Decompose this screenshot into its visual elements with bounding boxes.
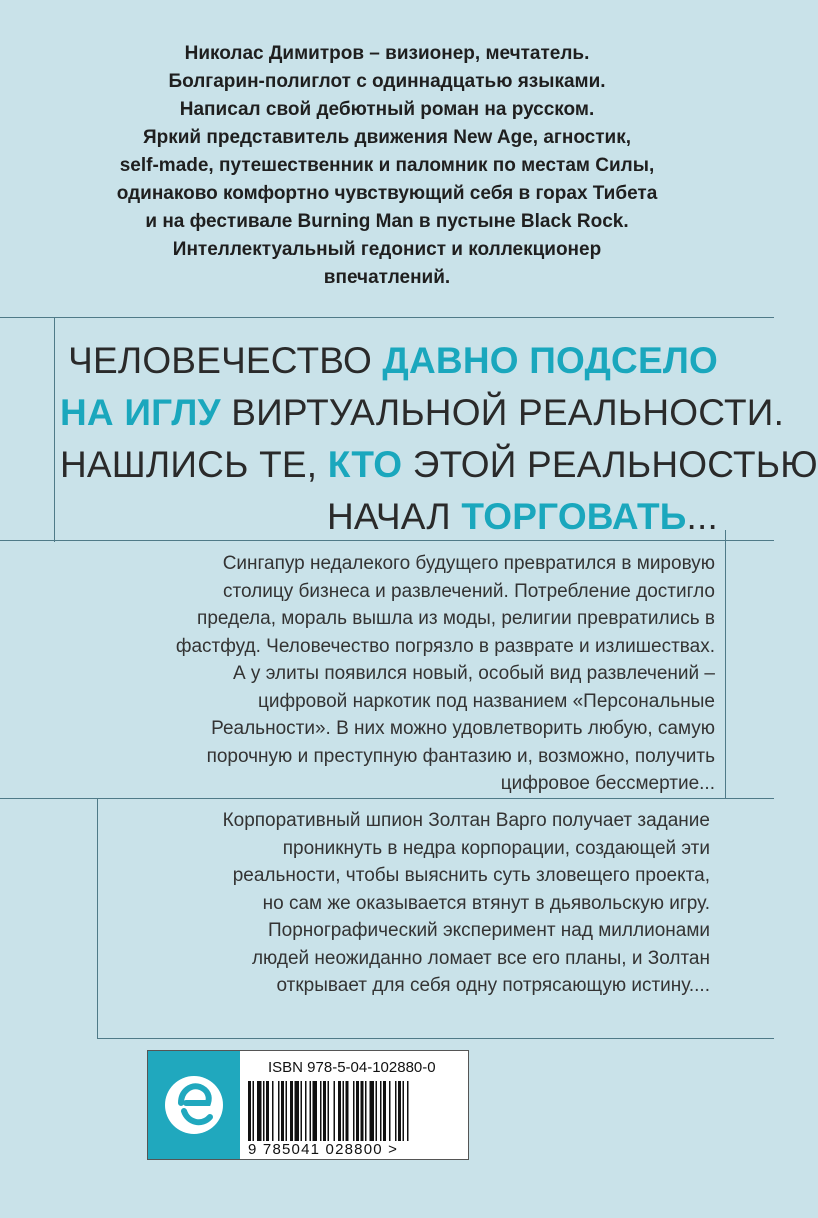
paragraph-line: цифровой наркотик под названием «Персональные [257,690,715,712]
headline [60,335,818,543]
paragraph-line: реальности, чтобы выяснить суть зловещего проекта, [232,865,710,886]
barcode-digits: 9 785041 028800 > [248,1141,463,1158]
barcode-bar [353,1081,355,1147]
paragraph-line: проникнуть в недра корпорации, создающей эти [282,837,710,859]
barcode-bar [310,1081,312,1147]
paragraph-line: порочную и преступную фантазию и, возможно, получить [206,745,715,767]
headline-text: НАЧАЛ [326,496,462,537]
isbn-block [147,1050,469,1160]
headline-text: ЭТОЙ РЕАЛЬНОСТЬЮ [402,444,818,485]
eksmo-logo-icon [148,1051,240,1159]
divider-left-vertical [54,317,55,542]
barcode-bar [403,1081,405,1147]
paragraph-line: цифровое бессмертие... [500,773,715,794]
barcode-bar [343,1081,345,1147]
barcode-bar [295,1081,300,1147]
barcode-bar [370,1081,375,1147]
barcode-bar [305,1081,307,1147]
bio-line: Болгарин-полиглот с одиннадцатью языками. [168,71,606,92]
headline-highlight: ДАВНО ПОДСЕЛО [382,340,718,381]
bio-line: Николас Димитров – визионер, мечтатель. [184,43,590,64]
barcode-bar [365,1081,367,1147]
barcode-bar [380,1081,382,1147]
barcode-bar [278,1081,280,1147]
barcode-bar [301,1081,303,1147]
barcode-bar [407,1081,409,1147]
headline-line [60,491,718,543]
barcode-bar [328,1081,330,1147]
headline-text: ВИРТУАЛЬНОЙ РЕАЛЬНОСТИ. [220,392,785,433]
divider-right-vertical [725,530,726,798]
author-bio [100,40,674,292]
bio-line: одинаково комфортно чувствующий себя в горах Тибета [116,183,658,204]
headline-highlight: КТО [327,444,403,485]
barcode-bar [398,1081,401,1147]
barcode-bar [313,1081,318,1147]
barcode-bar [346,1081,349,1147]
synopsis-paragraph-1 [60,550,715,798]
barcode-bar [281,1081,284,1147]
paragraph-line: но сам же оказывается втянут в дьявольскую игру. [262,892,710,914]
synopsis-paragraph-2 [100,807,710,1000]
paragraph-line: столицу бизнеса и развлечений. Потребление достигло [223,580,715,602]
paragraph-line: людей неожиданно ломает все его планы, и Золтан [251,947,710,969]
headline-line [60,439,818,491]
headline-highlight: НА ИГЛУ [60,392,221,433]
paragraph-line: А у элиты появился новый, особый вид развлечений – [232,663,715,684]
divider-top [0,317,774,318]
barcode-bar [356,1081,359,1147]
headline-highlight: ТОРГОВАТЬ [461,496,687,537]
bio-line: Написал свой дебютный роман на русском. [179,99,595,120]
headline-text: НАШЛИСЬ ТЕ, [60,444,328,485]
paragraph-line: Порнографический эксперимент над миллионами [268,920,710,941]
barcode-bar [248,1081,251,1147]
barcode-bar [290,1081,293,1147]
barcode-bar [286,1081,288,1147]
paragraph-line: Реальности». В них можно удовлетворить любую, самую [211,718,715,739]
bio-line: Интеллектуальный гедонист и коллекционер [172,239,602,260]
barcode-bar [361,1081,364,1147]
barcode-bar [253,1081,255,1147]
eksmo-logo-icon [148,1051,240,1159]
barcode-bar [320,1081,322,1147]
barcode-bar [334,1081,336,1147]
barcode-bar [376,1081,378,1147]
bio-line: и на фестивале Burning Man в пустыне Black Rock. [145,211,629,232]
barcode-bar [383,1081,386,1147]
headline-text: ... [686,496,718,537]
bio-line: self-made, путешественник и паломник по местам Силы, [119,155,655,176]
headline-text: ЧЕЛОВЕЧЕСТВО [68,340,383,381]
isbn-number: ISBN 978-5-04-102880-0 [268,1059,436,1076]
barcode [248,1081,458,1147]
headline-line [60,335,718,387]
paragraph-line: Корпоративный шпион Золтан Варго получает задание [222,810,710,831]
paragraph-line: Сингапур недалекого будущего превратился в мировую [222,553,715,574]
paragraph-line: предела, мораль вышла из моды, религии превратились в [197,608,715,629]
bio-line: Яркий представитель движения New Age, агностик, [142,127,632,148]
divider-lower [0,798,774,799]
headline-line [60,387,785,439]
barcode-bar [323,1081,326,1147]
divider-left-vertical-lower [97,798,98,1038]
barcode-bar [266,1081,269,1147]
barcode-bar [263,1081,265,1147]
barcode-bar [257,1081,262,1147]
barcode-bar [338,1081,341,1147]
barcode-bar [395,1081,397,1147]
barcode-bar [272,1081,274,1147]
paragraph-line: фастфуд. Человечество погрязло в разврате и излишествах. [175,635,715,657]
paragraph-line: открывает для себя одну потрясающую истину.... [276,975,710,996]
bio-line: впечатлений. [323,267,451,288]
barcode-bar [389,1081,391,1147]
divider-bottom [97,1038,774,1039]
